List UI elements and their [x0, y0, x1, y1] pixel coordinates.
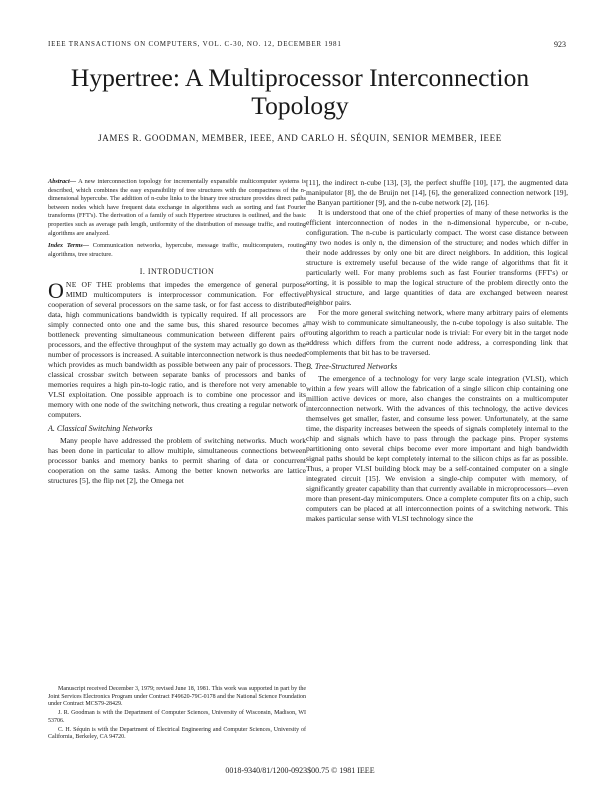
copyright-footer: 0018-9340/81/1200-0923$00.75 © 1981 IEEE: [225, 766, 375, 775]
abstract-label: Abstract—: [48, 178, 76, 185]
section-heading-introduction: I. INTRODUCTION: [139, 267, 215, 277]
index-terms-label: Index Terms—: [48, 242, 89, 250]
journal-citation: IEEE TRANSACTIONS ON COMPUTERS, VOL. C-30, NO. 12, DECEMBER 1981: [48, 40, 342, 48]
footnote-manuscript: Manuscript received December 3, 1979; revised June 18, 1981. This work was supported in part by the Joint Services Electronics Program under Contract F49620-79C-0178 and the National Science Foundation under Contract MCS79-28429.: [48, 686, 306, 708]
index-terms: [48, 242, 306, 259]
network-list-paragraph: [11], the indirect n-cube [13], [3], the perfect shuffle [10], [17], the augmented data manipulator [8], the de Bruijn net [14], [6], the generalized connection network [19], the Banyan partitioner [9], and the n-cube network [2], [16].: [306, 178, 568, 207]
ncube-paragraph: It is understood that one of the chief properties of many of these networks is the efficient interconnection of nodes in the n-dimensional hypercube, or n-cube, configuration. The n-cube is particularly compact. The worst case distance between any two nodes is only n, the dimension of the structure; and nodes which differ in their node addresses by only one bit are direct neighbors. In addition, this logical structure is extremely useful because of the wide range of algorithms that fit it particularly well. For many problems such as fast Fourier transforms (FFT's) or sorting, it is possible to map the logical structure of the problem directly onto the physical structure, and large quantities of data are exchanged between nearest neighbor pairs.: [306, 208, 568, 307]
running-head: [48, 40, 566, 48]
subsection-heading-switching: A. Classical Switching Networks: [48, 424, 153, 434]
drop-cap: O: [48, 278, 64, 304]
footnote-goodman: J. R. Goodman is with the Department of Computer Sciences, University of Wisconsin, Madison, WI 53706.: [48, 710, 306, 724]
right-column: [306, 178, 568, 524]
abstract: [48, 178, 306, 238]
switching-paragraph: Many people have addressed the problem of switching networks. Much work has been done in particular to allow multiple, simultaneous connections between processor banks and memory banks to permit sharing of data or concurrent cooperation on the same tasks. Among the better known networks are lattice structures [5], the flip net [2], the Omega net: [48, 436, 306, 486]
author-line: JAMES R. GOODMAN, MEMBER, IEEE, AND CARLO H. SÉQUIN, SENIOR MEMBER, IEEE: [98, 133, 502, 143]
left-column: [48, 178, 306, 486]
footnotes: [48, 686, 306, 743]
routing-paragraph: For the more general switching network, where many arbitrary pairs of elements may wish to communicate simultaneously, the n-cube topology is also suitable. The routing algorithm to reach a particular node is trivial: For every bit in the target node address which differs from the current node address, a corresponding link that complements that bit has to be traversed.: [306, 308, 568, 357]
intro-lead: NE OF THE: [65, 280, 113, 290]
subsection-heading-tree: B. Tree-Structured Networks: [306, 362, 398, 371]
abstract-text: A new interconnection topology for incrementally expansible multicomputer systems is described, which combines the easy expansibility of tree structures with the compactness of the n-dimensional hypercube. The addition of n-cube links to the binary tree structure provides direct paths between nodes which have frequent data exchange in algorithms such as sorting and fast Fourier transforms (FFT's). The derivation of a family of such Hypertree structures is outlined, and the basic properties such as average path length, uniformity of the distribution of message traffic, and routing algorithms are analyzed.: [48, 178, 306, 237]
intro-paragraph: [48, 280, 306, 420]
footnote-sequin: C. H. Séquin is with the Department of Electrical Engineering and Computer Sciences, University of California, Berkeley, CA 94720.: [48, 726, 306, 741]
intro-text: problems that impedes the emergence of general purpose MIMD multicomputers is interprocessor communication. For effective cooperation of several processors on the same task, or for fast access to distributed data, high communications bandwidth is typically required. If all processors are simply connected onto one and the same bus, this shared resource becomes a bottleneck preventing simultaneous communication between different pairs of processors, and the effective throughput of the system may actually go down as the number of processors is increased. A suitable interconnection network is thus needed which provides as much bandwidth as possible between any pair of processors. The classical crossbar switch between separate banks of processors and banks of memories requires a high pin-to-logic ratio, and is therefore not very amenable to VLSI exploitation. One possible approach is to combine one processor and its memory with one node of the switching network, thus creating a regular network of computers.: [48, 280, 306, 420]
paper-title: Hypertree: A Multiprocessor Interconnection Topology: [70, 63, 530, 120]
page-number: 923: [554, 40, 566, 49]
index-terms-text: Communication networks, hypercube, message traffic, multicomputers, routing algorithms, tree structure.: [48, 242, 307, 258]
vlsi-paragraph: The emergence of a technology for very large scale integration (VLSI), which within a few years will allow the fabrication of a single silicon chip containing one million active devices or more, also changes the constraints on a multicomputer interconnection network. With the advances of this technology, the active devices themselves get smaller, faster, and consume less power. Unfortunately, at the same time, the disparity increases between the speeds of signals completely internal to the chip and signals which have to pass through the package pins. Proper systems partitioning onto several chips become ever more important and high bandwidth signal paths should be kept completely internal to the silicon chips as far as possible. Thus, a proper VLSI building block may be a self-contained computer on a single integrated circuit [15]. We envision a single-chip computer with memory, of significantly greater capability than that currently available in microprocessors—even more than present-day minicomputers. Once a complete computer fits on a chip, such computers can be placed at all interconnection points of a switching network. This makes particular sense with VLSI technology since the: [306, 374, 568, 523]
